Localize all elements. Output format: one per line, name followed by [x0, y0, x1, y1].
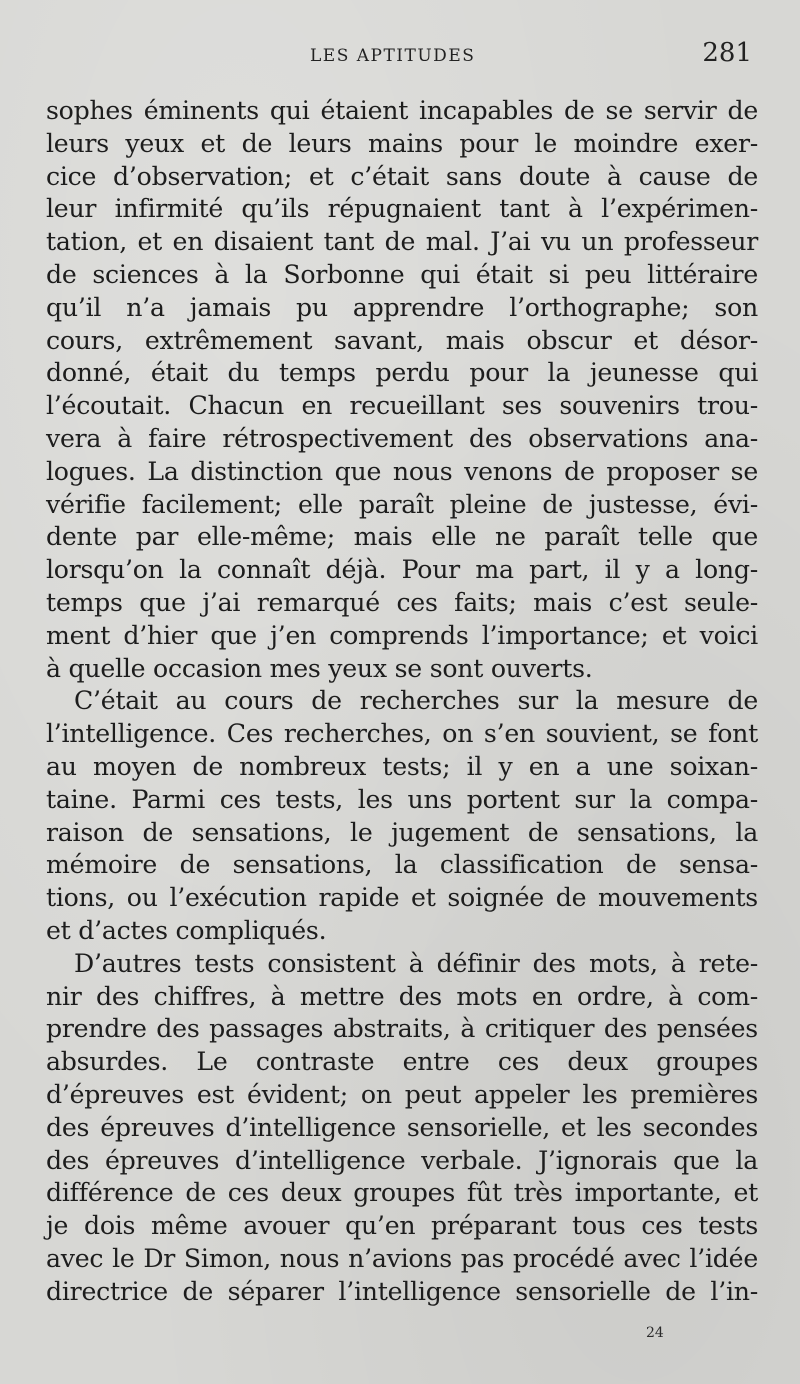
paragraph-end-line: à quelle occasion mes yeux se sont ouverts.: [46, 653, 593, 683]
text-line: je dois même avouer qu’en préparant tous ces tests: [46, 1211, 758, 1241]
text-line: avec le Dr Simon, nous n’avions pas procédé avec l’idée: [46, 1243, 758, 1273]
text-line: mémoire de sensations, la classification de sensa-: [46, 850, 758, 880]
text-line: au moyen de nombreux tests; il y en a une soixan-: [46, 751, 758, 781]
running-head: [0, 40, 800, 74]
text-line: prendre des passages abstraits, à critiquer des pensées: [46, 1014, 758, 1044]
text-line: directrice de séparer l’intelligence sensorielle de l’in-: [46, 1276, 758, 1306]
paragraph-end-line: et d’actes compliqués.: [46, 915, 327, 945]
text-line: leur infirmité qu’ils répugnaient tant à l’expérimen-: [46, 194, 758, 224]
text-line: absurdes. Le contraste entre ces deux groupes: [46, 1047, 758, 1077]
text-line: tation, et en disaient tant de mal. J’ai vu un professeur: [46, 227, 758, 257]
text-line: logues. La distinction que nous venons de proposer se: [46, 456, 758, 486]
text-line: des épreuves d’intelligence verbale. J’ignorais que la: [46, 1145, 758, 1175]
text-line: nir des chiffres, à mettre des mots en ordre, à com-: [46, 981, 758, 1011]
text-line: de sciences à la Sorbonne qui était si peu littéraire: [46, 259, 758, 289]
text-line: l’intelligence. Ces recherches, on s’en souvient, se font: [46, 719, 758, 749]
text-line: vera à faire rétrospectivement des observations ana-: [46, 423, 758, 453]
text-line: taine. Parmi ces tests, les uns portent sur la compa-: [46, 784, 758, 814]
printer-signature-mark: 24: [646, 1325, 664, 1341]
paragraph-first-line: D’autres tests consistent à définir des mots, à rete-: [74, 948, 758, 978]
text-line: d’épreuves est évident; on peut appeler les premières: [46, 1079, 758, 1109]
text-line: lorsqu’on la connaît déjà. Pour ma part, il y a long-: [46, 555, 758, 585]
text-line: qu’il n’a jamais pu apprendre l’orthographe; son: [46, 292, 758, 322]
page-number: 281: [702, 38, 752, 68]
text-line: vérifie facilement; elle paraît pleine de justesse, évi-: [46, 489, 758, 519]
text-line: ment d’hier que j’en comprends l’importance; et voici: [46, 620, 758, 650]
text-line: cours, extrêmement savant, mais obscur et désor-: [46, 325, 758, 355]
text-line: temps que j’ai remarqué ces faits; mais c’est seule-: [46, 587, 758, 617]
text-line: cice d’observation; et c’était sans doute à cause de: [46, 161, 758, 191]
text-line: l’écoutait. Chacun en recueillant ses souvenirs trou-: [46, 391, 758, 421]
text-line: raison de sensations, le jugement de sensations, la: [46, 817, 758, 847]
text-line: donné, était du temps perdu pour la jeunesse qui: [46, 358, 758, 388]
running-title: LES APTITUDES: [310, 46, 476, 66]
text-line: leurs yeux et de leurs mains pour le moindre exer-: [46, 128, 758, 158]
text-line: sophes éminents qui étaient incapables de se servir de: [46, 96, 758, 125]
text-line: tions, ou l’exécution rapide et soignée de mouvements: [46, 883, 758, 913]
text-line: dente par elle-même; mais elle ne paraît telle que: [46, 522, 758, 552]
paragraph-first-line: C’était au cours de recherches sur la mesure de: [74, 686, 758, 716]
text-line: différence de ces deux groupes fût très importante, et: [46, 1178, 758, 1208]
text-line: des épreuves d’intelligence sensorielle, et les secondes: [46, 1112, 758, 1142]
body-text: [46, 95, 758, 1308]
